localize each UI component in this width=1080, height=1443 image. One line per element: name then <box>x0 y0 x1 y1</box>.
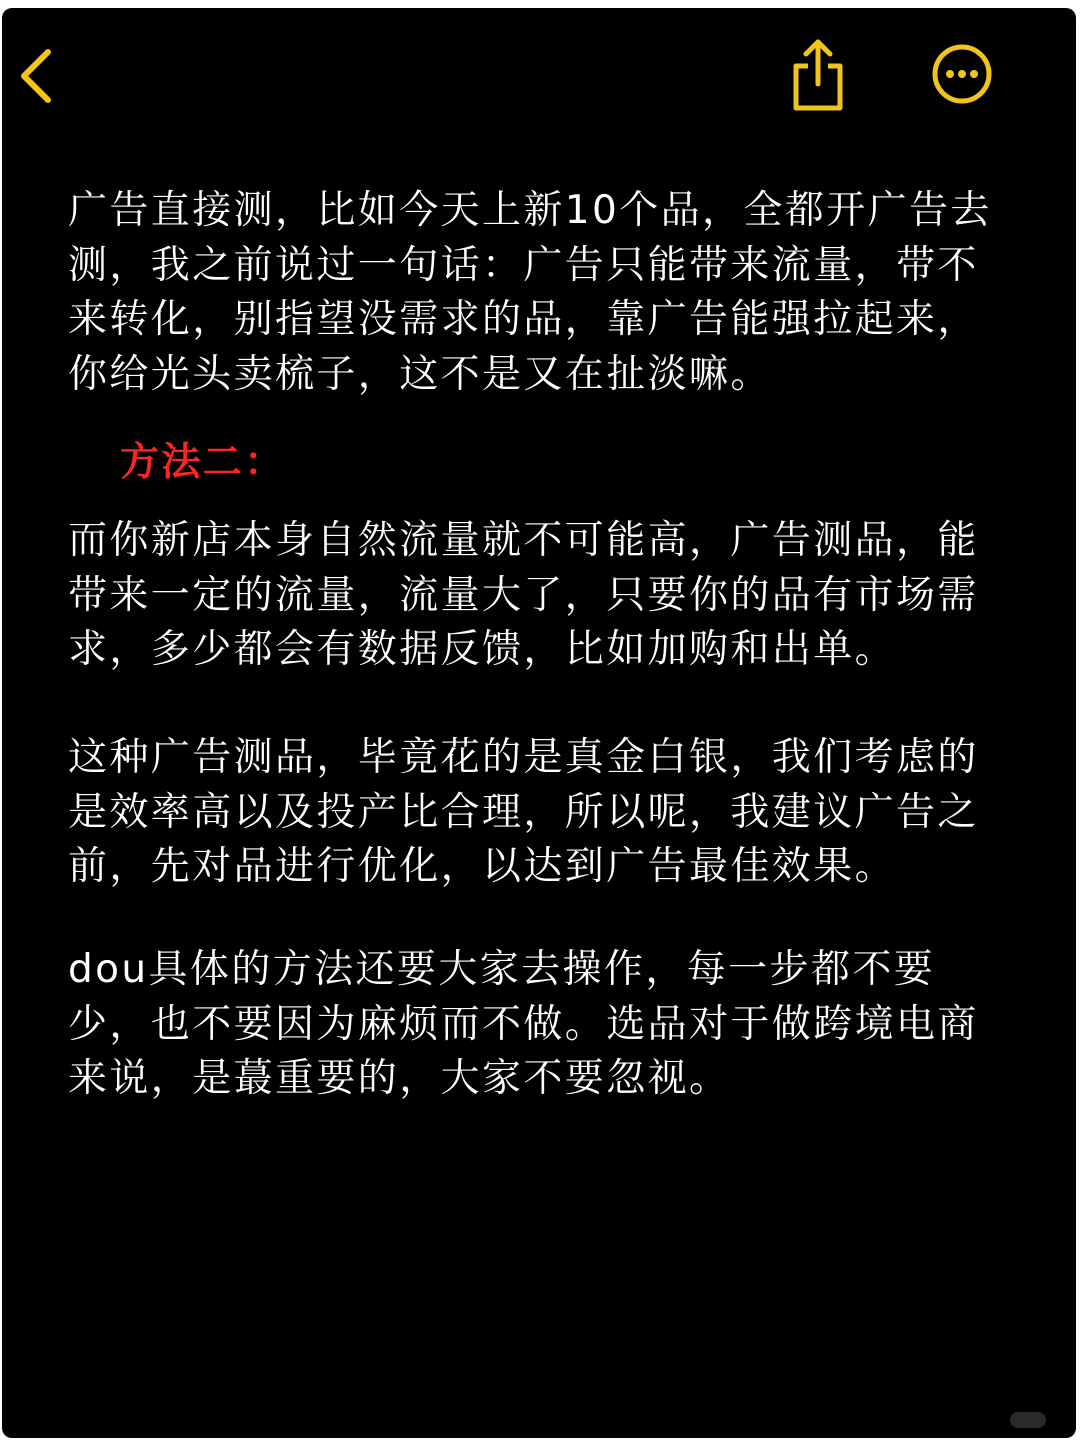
back-button[interactable] <box>16 44 60 108</box>
note-paragraph-2: 而你新店本身自然流量就不可能高，广告测品，能带来一定的流量，流量大了，只要你的品有市场需求，多少都会有数据反馈，比如加购和出单。 <box>68 518 979 672</box>
more-icon <box>930 42 994 106</box>
note-paragraph-2-wrap <box>68 514 1013 678</box>
note-body[interactable] <box>68 184 1013 402</box>
chevron-left-icon <box>16 44 60 108</box>
notes-screen <box>2 8 1076 1438</box>
more-button[interactable] <box>930 42 994 106</box>
watermark-badge <box>1010 1412 1046 1428</box>
note-paragraph-3-wrap <box>68 731 1013 895</box>
note-paragraph-1: 广告直接测，比如今天上新10个品，全都开广告去测，我之前说过一句话：广告只能带来流量，带不来转化，别指望没需求的品，靠广告能强拉起来，你给光头卖梳子，这不是又在扯淡嘛。 <box>68 188 992 397</box>
note-heading: 方法二： <box>120 440 286 485</box>
share-icon <box>786 36 850 112</box>
note-paragraph-3: 这种广告测品，毕竟花的是真金白银，我们考虑的是效率高以及投产比合理，所以呢，我建议广告之前，先对品进行优化，以达到广告最佳效果。 <box>68 735 979 889</box>
note-paragraph-4-wrap <box>68 943 1013 1107</box>
note-paragraph-4: dou具体的方法还要大家去操作，每一步都不要少，也不要因为麻烦而不做。选品对于做跨境电商来说，是蕞重要的，大家不要忽视。 <box>68 947 979 1101</box>
toolbar <box>2 8 1076 138</box>
share-button[interactable] <box>786 36 850 112</box>
